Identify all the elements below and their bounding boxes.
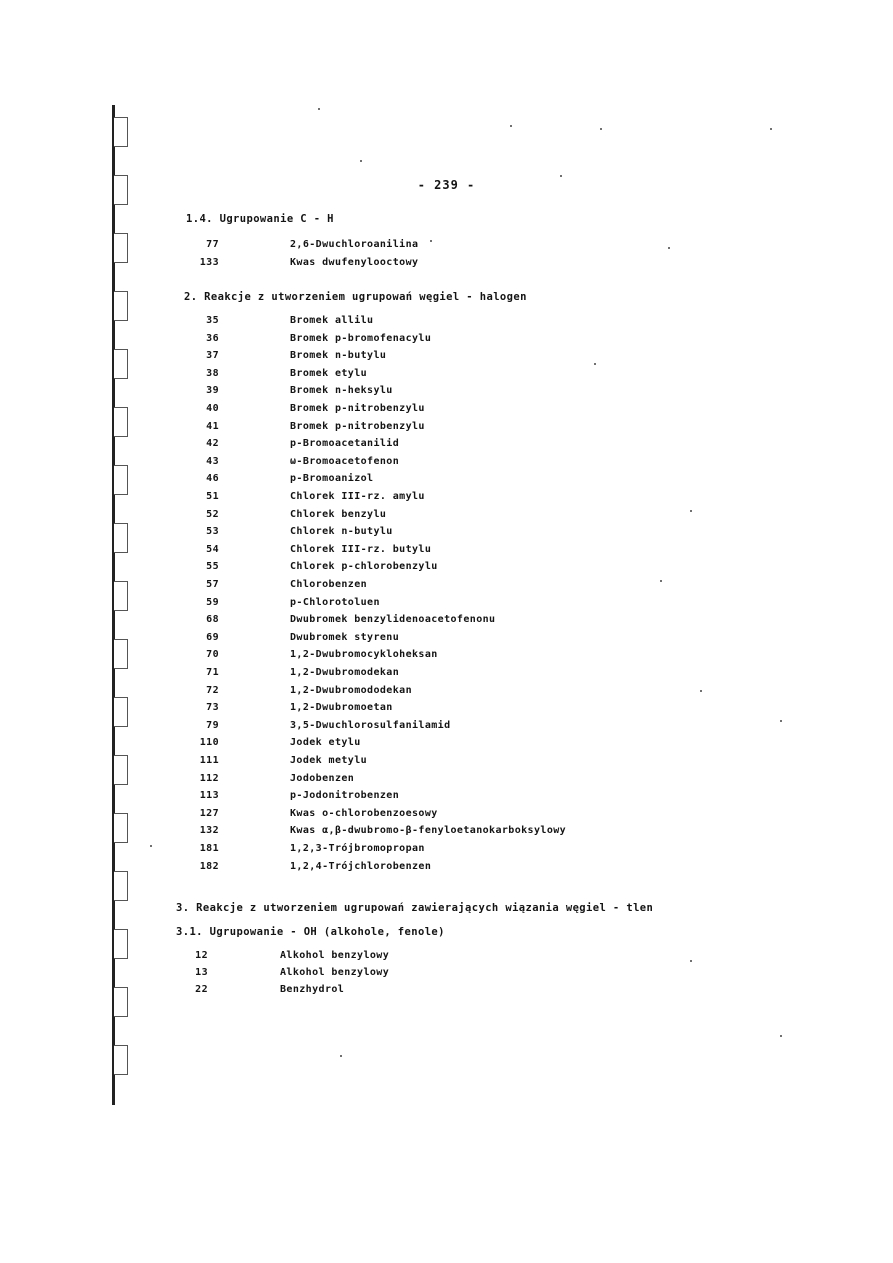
speck (700, 690, 702, 692)
item-number: 133 (199, 257, 219, 268)
speck (430, 240, 432, 242)
speck (340, 1055, 342, 1057)
binding-tab (114, 117, 128, 147)
section-heading-1-4: 1.4. Ugrupowanie C - H (186, 213, 334, 225)
item-name: Jodobenzen (290, 772, 355, 784)
section-heading-3-1: 3.1. Ugrupowanie - OH (alkohole, fenole) (176, 926, 445, 938)
item-number: 69 (206, 631, 219, 643)
speck (360, 160, 362, 162)
item-name: 1,2-Dwubromodekan (290, 667, 400, 678)
item-number: 127 (199, 807, 219, 819)
item-number: 79 (206, 719, 219, 731)
item-name: Chlorek III-rz. amylu (290, 491, 425, 502)
item-name: Chlorek III-rz. butylu (290, 543, 432, 555)
item-number: 37 (206, 350, 219, 362)
item-name: Kwas dwufenylooctowy (290, 257, 419, 268)
binding-tab (114, 407, 128, 437)
item-name: Benzhydrol (280, 984, 345, 995)
item-name: 2,6-Dwuchloroanilina (290, 239, 419, 250)
item-name: 1,2,3-Trójbromopropan (290, 843, 425, 854)
binding-tab (114, 1045, 128, 1075)
item-name: p-Jodonitrobenzen (290, 790, 400, 802)
item-number: 52 (206, 508, 219, 520)
item-number: 182 (199, 860, 219, 872)
item-name: Alkohol benzylowy (280, 950, 390, 961)
item-name: Chlorobenzen (290, 579, 368, 590)
item-name: Bromek n-butylu (290, 350, 387, 362)
item-name: Chlorek n-butylu (290, 526, 393, 538)
item-name: Jodek etylu (290, 737, 361, 749)
item-name: 1,2-Dwubromocykloheksan (290, 649, 438, 661)
binding-tab (114, 233, 128, 263)
item-name: Kwas α,β-dwubromo-β-fenyloetanokarboksylowy (290, 825, 567, 837)
speck (510, 125, 512, 127)
item-number: 40 (206, 403, 219, 414)
item-name: 1,2-Dwubromododekan (290, 684, 412, 696)
speck (594, 363, 596, 365)
item-name: Bromek allilu (290, 315, 374, 326)
speck (318, 108, 320, 110)
item-number: 70 (206, 649, 219, 661)
speck (780, 1035, 782, 1037)
item-number: 110 (199, 737, 219, 749)
item-number: 59 (206, 596, 219, 608)
item-name: Bromek p-nitrobenzylu (290, 403, 425, 414)
speck (690, 510, 692, 512)
speck (770, 128, 772, 130)
item-number: 132 (199, 825, 219, 837)
item-number: 111 (199, 755, 219, 766)
binding-tab (114, 813, 128, 843)
binding-tab (114, 349, 128, 379)
item-name: Bromek etylu (290, 367, 368, 379)
item-name: Dwubromek benzylidenoacetofenonu (290, 614, 496, 626)
item-number: 39 (206, 385, 219, 397)
item-name: 1,2,4-Trójchlorobenzen (290, 860, 432, 872)
binding-tab (114, 929, 128, 959)
item-number: 13 (195, 967, 208, 978)
item-number: 35 (206, 315, 219, 326)
item-name: Alkohol benzylowy (280, 967, 390, 978)
item-number: 71 (206, 667, 219, 678)
item-number: 68 (206, 614, 219, 626)
item-name: p-Chlorotoluen (290, 596, 380, 608)
item-number: 181 (199, 843, 219, 854)
binding-tab (114, 523, 128, 553)
item-name: Chlorek p-chlorobenzylu (290, 561, 438, 573)
item-number: 112 (199, 772, 219, 784)
item-number: 54 (206, 543, 219, 555)
item-number: 72 (206, 684, 219, 696)
item-number: 46 (206, 473, 219, 485)
item-name: Jodek metylu (290, 755, 368, 766)
speck (150, 845, 152, 847)
binding-tab (114, 291, 128, 321)
item-name: Bromek n-heksylu (290, 385, 393, 397)
item-number: 36 (206, 332, 219, 344)
item-number: 12 (195, 950, 208, 961)
item-name: Kwas o-chlorobenzoesowy (290, 807, 438, 819)
item-name: p-Bromoacetanilid (290, 438, 400, 450)
item-name: 1,2-Dwubromoetan (290, 702, 393, 714)
item-number: 42 (206, 438, 219, 450)
binding-strip (108, 105, 132, 1105)
item-name: Dwubromek styrenu (290, 631, 400, 643)
binding-tab (114, 755, 128, 785)
item-number: 53 (206, 526, 219, 538)
item-number: 77 (206, 239, 219, 250)
binding-tab (114, 871, 128, 901)
speck (560, 175, 562, 177)
item-number: 22 (195, 984, 208, 995)
binding-tab (114, 465, 128, 495)
binding-tab (114, 697, 128, 727)
item-number: 57 (206, 579, 219, 590)
item-name: p-Bromoanizol (290, 473, 374, 485)
section-heading-3: 3. Reakcje z utworzeniem ugrupowań zawierających wiązania węgiel - tlen (176, 902, 654, 914)
binding-tab (114, 581, 128, 611)
speck (690, 960, 692, 962)
item-number: 51 (206, 491, 219, 502)
item-number: 41 (206, 420, 219, 432)
section-heading-2: 2. Reakcje z utworzeniem ugrupowań węgiel - halogen (184, 291, 527, 303)
item-number: 55 (206, 561, 219, 573)
item-name: Chlorek benzylu (290, 508, 387, 520)
item-name: 3,5-Dwuchlorosulfanilamid (290, 719, 451, 731)
item-number: 38 (206, 367, 219, 379)
speck (780, 720, 782, 722)
binding-tab (114, 987, 128, 1017)
page-number: - 239 - (417, 178, 476, 192)
item-name: Bromek p-bromofenacylu (290, 332, 432, 344)
speck (660, 580, 662, 582)
item-name: Bromek p-nitrobenzylu (290, 420, 425, 432)
item-number: 73 (206, 702, 219, 714)
binding-tab (114, 639, 128, 669)
speck (668, 247, 670, 249)
item-name: ω-Bromoacetofenon (290, 455, 400, 467)
item-number: 113 (199, 790, 219, 802)
speck (600, 128, 602, 130)
item-number: 43 (206, 455, 219, 467)
